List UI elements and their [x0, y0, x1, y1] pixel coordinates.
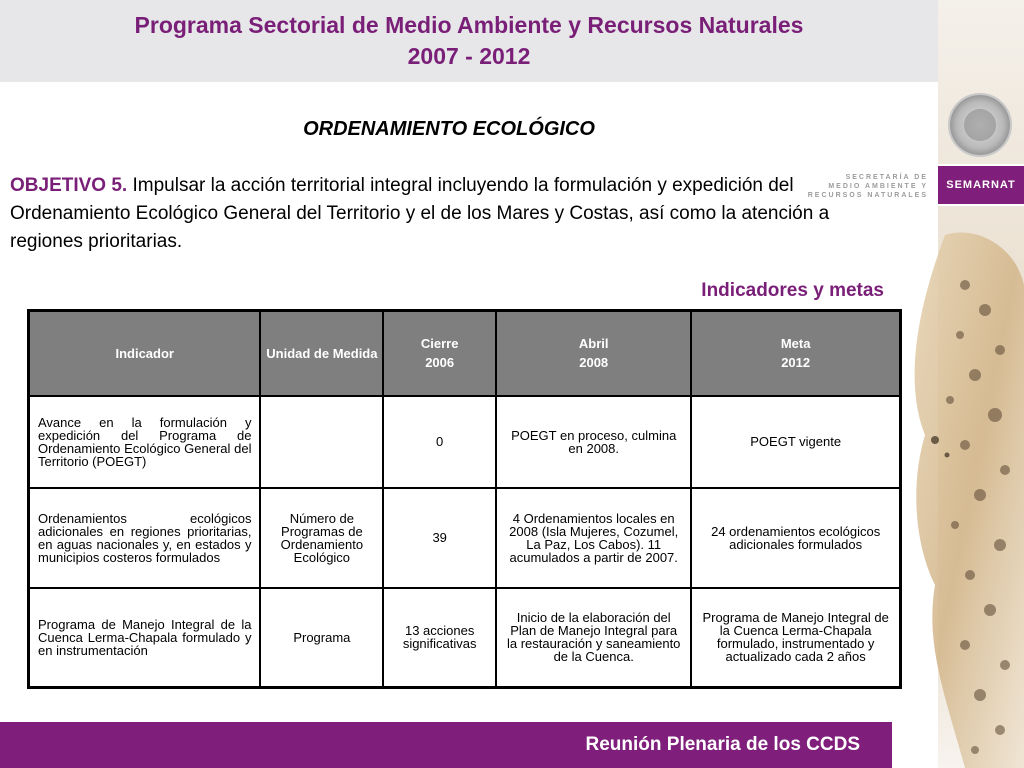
cell-unidad: Número de Programas de Ordenamiento Ecológico — [260, 488, 383, 588]
cell-cierre: 0 — [383, 396, 496, 488]
section-title: ORDENAMIENTO ECOLÓGICO — [303, 118, 595, 140]
cell-unidad: Programa — [260, 588, 383, 688]
header-band — [0, 0, 938, 82]
cell-abril: POEGT en proceso, culmina en 2008. — [496, 396, 691, 488]
semarnat-logo-text: SEMARNAT — [946, 179, 1016, 191]
agency-line-3: RECURSOS NATURALES — [807, 192, 928, 199]
indicators-table — [27, 309, 902, 689]
cell-indicador: Avance en la formulación y expedición del Programa de Ordenamiento Ecológico General del Territorio (POEGT) — [29, 396, 261, 488]
indicators-heading: Indicadores y metas — [701, 280, 884, 301]
objective-text: Impulsar la acción territorial integral incluyendo la formulación y expedición del Ordenamiento Ecológico General del Territorio y el de los Mares y Costas, así como la atención a regiones prioritarias. — [10, 175, 830, 252]
objective-label: OBJETIVO 5. — [10, 175, 128, 196]
cell-indicador: Programa de Manejo Integral de la Cuenca Lerma-Chapala formulado y en instrumentación — [29, 588, 261, 688]
table-row — [29, 488, 901, 588]
agency-line-1: SECRETARÍA DE — [845, 174, 928, 181]
cell-meta: POEGT vigente — [691, 396, 900, 488]
page-title-line-2: 2007 - 2012 — [407, 43, 531, 69]
page-title-line-1: Programa Sectorial de Medio Ambiente y Recursos Naturales — [134, 12, 804, 38]
footer-text: Reunión Plenaria de los CCDS — [585, 734, 860, 755]
jaguar-decoration-icon — [905, 225, 1024, 768]
seal-eagle-icon — [964, 109, 996, 141]
footer-bar — [0, 722, 892, 768]
cell-abril: 4 Ordenamientos locales en 2008 (Isla Mujeres, Cozumel, La Paz, Los Cabos). 11 acumulados a partir de 2007. — [496, 488, 691, 588]
cell-cierre: 39 — [383, 488, 496, 588]
objective-paragraph — [10, 172, 832, 256]
table-row — [29, 396, 901, 488]
table-row — [29, 588, 901, 688]
agency-line-2: MEDIO AMBIENTE Y — [828, 183, 928, 190]
header-cierre: Cierre 2006 — [383, 311, 496, 396]
cell-abril: Inicio de la elaboración del Plan de Manejo Integral para la restauración y saneamiento de la Cuenca. — [496, 588, 691, 688]
coat-of-arms-seal-icon — [948, 93, 1012, 157]
table-header-row — [29, 311, 901, 396]
cell-meta: Programa de Manejo Integral de la Cuenca Lerma-Chapala formulado, instrumentado y actualizado cada 2 años — [691, 588, 900, 688]
header-unidad: Unidad de Medida — [260, 311, 383, 396]
cell-cierre: 13 acciones significativas — [383, 588, 496, 688]
header-meta: Meta 2012 — [691, 311, 900, 396]
header-indicador: Indicador — [29, 311, 261, 396]
header-abril: Abril 2008 — [496, 311, 691, 396]
cell-meta: 24 ordenamientos ecológicos adicionales formulados — [691, 488, 900, 588]
cell-indicador: Ordenamientos ecológicos adicionales en regiones prioritarias, en aguas nacionales y, en estados y municipios costeros formulados — [29, 488, 261, 588]
semarnat-logo-badge — [938, 164, 1024, 206]
cell-unidad — [260, 396, 383, 488]
